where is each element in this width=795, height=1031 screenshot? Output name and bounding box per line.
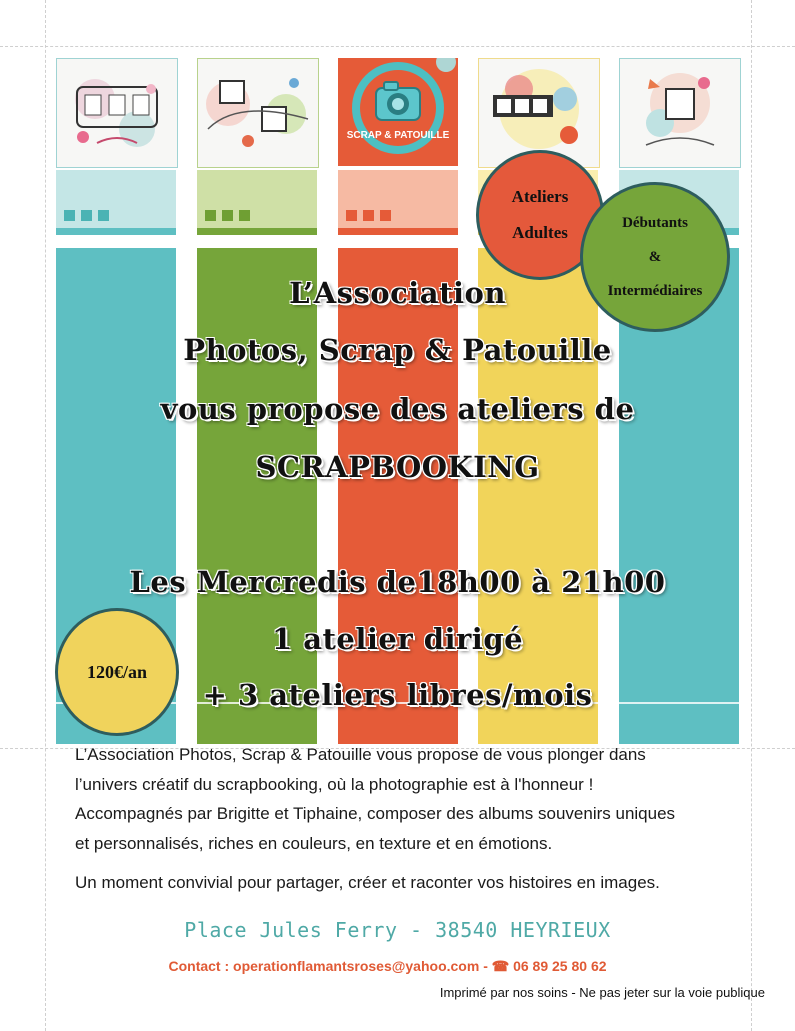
badge-text: & [648, 249, 662, 265]
headline-title: SCRAPBOOKING [255, 450, 540, 484]
description-line: et personnalisés, riches en couleurs, en texture et en émotions. [75, 833, 553, 853]
description-line: L’Association Photos, Scrap & Patouille vous propose de vous plonger dans [75, 745, 646, 764]
headline-line: + 3 ateliers libres/mois [202, 678, 593, 712]
badge-text: Intermédiaires [607, 283, 703, 299]
decor-squares [205, 210, 250, 221]
description-line: l’univers créatif du scrapbooking, où la photographie est à l'honneur ! [75, 774, 594, 794]
description [75, 740, 755, 858]
contact-line [0, 958, 775, 975]
headline-line: L’Association [289, 276, 506, 310]
guide-line [0, 46, 795, 47]
scrap-layout-image [197, 58, 319, 168]
decor-squares [346, 210, 391, 221]
phone-icon: ☎ [491, 958, 510, 974]
address: Place Jules Ferry - 38540 HEYRIEUX [184, 918, 611, 942]
scrap-layout-image [619, 58, 741, 168]
decor-squares [64, 210, 109, 221]
badge-text: Ateliers [511, 187, 569, 206]
badge-text: Adultes [512, 223, 568, 242]
headline-schedule: Les Mercredis de18h00 à 21h00 [129, 565, 666, 599]
description-line: Accompagnés par Brigitte et Tiphaine, composer des albums souvenirs uniques [75, 804, 676, 823]
footer-note: Imprimé par nos soins - Ne pas jeter sur la voie publique [439, 985, 765, 1000]
headline-line: vous propose des ateliers de [160, 392, 635, 426]
guide-line [45, 0, 46, 1031]
badge-text: 120€/an [86, 661, 147, 682]
logo-text: SCRAP & PATOUILLE [346, 130, 450, 141]
contact-email[interactable]: Contact : operationflamantsroses@yahoo.com - [168, 958, 492, 974]
badge-text: Débutants [622, 215, 688, 231]
scrap-layout-image [56, 58, 178, 168]
contact-phone[interactable]: 06 89 25 80 62 [509, 958, 607, 974]
description-closing: Un moment convivial pour partager, créer et raconter vos histoires en images. [75, 873, 660, 892]
headline-line: Photos, Scrap & Patouille [183, 333, 612, 367]
headline-line: 1 atelier dirigé [271, 622, 524, 656]
association-logo [338, 58, 458, 166]
